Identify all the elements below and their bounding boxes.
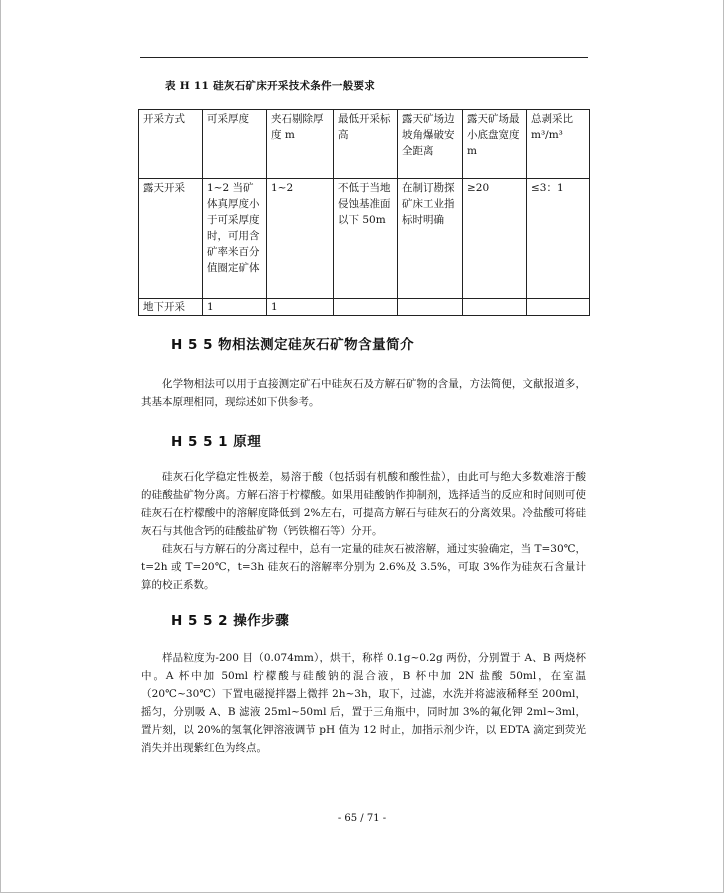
mining-conditions-table <box>138 109 590 316</box>
header-rule <box>140 57 588 58</box>
section-heading-h551: H 5 5 1 原理 <box>171 434 262 450</box>
page-number: - 65 / 71 - <box>337 813 387 824</box>
paragraph-h551-1: 硅灰石化学稳定性极差，易溶于酸（包括弱有机酸和酸性盐），由此可与绝大多数难溶于酸的硅酸盐矿物分离。方解石溶于柠檬酸。如果用硅酸钠作抑制剂，选择适当的反应和时间则可使硅灰石在柠檬酸中的溶解度降低到 2%左右，可提高方解石与硅灰石的分离效果。冷盐酸可将硅灰石与其他含钙的硅酸盐矿物（钙铁榴石等）分开。 <box>141 471 586 537</box>
table-caption: 表 H 11 硅灰石矿床开采技术条件一般要求 <box>165 80 376 92</box>
table-cell <box>334 299 398 316</box>
table-cell: 1 <box>203 299 267 316</box>
table-cell: 地下开采 <box>139 299 203 316</box>
table-cell: 1~2 当矿体真厚度小于可采厚度时，可用含矿率米百分值圈定矿体 <box>203 179 267 299</box>
header-cell: 夹石剔除厚度 m <box>267 110 334 179</box>
header-cell: 可采厚度 <box>203 110 267 179</box>
table-cell <box>463 299 527 316</box>
header-cell: 最低开采标高 <box>334 110 398 179</box>
header-cell: 开采方式 <box>139 110 203 179</box>
table-cell: ≤3：1 <box>527 179 590 299</box>
table-cell: 在制订勘探矿床工业指标时明确 <box>398 179 463 299</box>
header-cell: 露天矿场边坡角爆破安全距离 <box>398 110 463 179</box>
table-cell: 1~2 <box>267 179 334 299</box>
table-cell: 1 <box>267 299 334 316</box>
table-cell <box>527 299 590 316</box>
paragraph-h551-2: 硅灰石与方解石的分离过程中，总有一定量的硅灰石被溶解，通过实验确定，当 T=30℃，t=2h 或 T=20℃，t=3h 硅灰石的溶解率分别为 2.6%及 3.5%，可取 3%作为硅灰石含量计算的校正系数。 <box>141 543 586 591</box>
table-cell: 露天开采 <box>139 179 203 299</box>
paragraph-h55-intro: 化学物相法可以用于直接测定矿石中硅灰石及方解石矿物的含量，方法简便，文献报道多，其基本原理相同，现综述如下供参考。 <box>141 378 586 408</box>
paragraph-h552-1: 样品粒度为-200 目（0.074mm），烘干，称样 0.1g~0.2g 两份，分别置于 A、B 两烧杯中。A 杯中加 50ml 柠檬酸与硅酸钠的混合液，B 杯中加 2N 盐酸 50ml，在室温（20℃~30℃）下置电磁搅拌器上微拌 2h~3h，取下，过滤，水洗并将滤液稀释至 200ml，摇匀，分别吸 A、B 滤液 25ml~50ml 后，置于三角瓶中，同时加 3%的氟化钾 2ml~3ml，置片刻，以 20%的氢氧化钾溶液调节 pH 值为 12 时止，加指示剂少许，以 EDTA 滴定到荧光消失并出现紫红色为终点。 <box>141 652 586 754</box>
table-cell: 不低于当地侵蚀基准面以下 50m <box>334 179 398 299</box>
section-heading-h55: H 5 5 物相法测定硅灰石矿物含量简介 <box>171 337 415 353</box>
header-cell: 露天矿场最小底盘宽度 m <box>463 110 527 179</box>
table-row <box>139 299 590 316</box>
table-cell <box>398 299 463 316</box>
table-row <box>139 179 590 299</box>
section-heading-h552: H 5 5 2 操作步骤 <box>171 613 290 629</box>
header-cell: 总剥采比 m³/m³ <box>527 110 590 179</box>
table-cell: ≥20 <box>463 179 527 299</box>
table-header-row <box>139 110 590 179</box>
